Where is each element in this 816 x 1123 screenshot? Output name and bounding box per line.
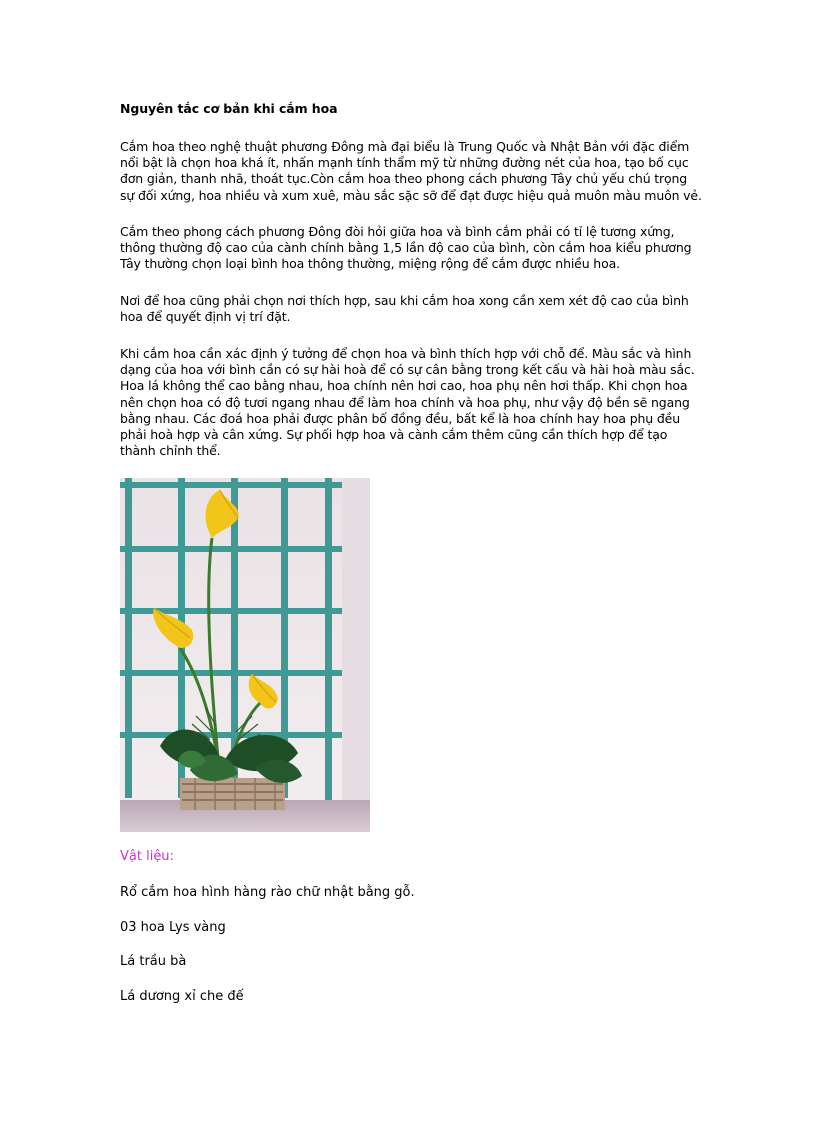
material-item: Rổ cắm hoa hình hàng rào chữ nhật bằng gỗ.: [120, 885, 415, 900]
document-title: Nguyên tắc cơ bản khi cắm hoa: [120, 101, 338, 116]
material-item: Lá trầu bà: [120, 954, 187, 969]
flower-arrangement-photo: [120, 478, 370, 832]
paragraph-arrangement-tips: Khi cắm hoa cần xác định ý tưởng để chọn hoa và bình thích hợp với chỗ để. Màu sắc và hình dạng của hoa với bình cần có sự hài hoà để có sự cân bằng trong kết cấu và hài hoà màu sắc. Hoa lá không thể cao bằng nhau, hoa chính nên hơi cao, hoa phụ nên hơi thấp. Khi chọn hoa nên chọn hoa có độ tươi ngang nhau để làm hoa chính và hoa phụ, như vậy độ bền sẽ ngang bằng nhau. Các đoá hoa phải được phân bố đồng đều, bất kể là hoa chính hay hoa phụ đều phải hoà hợp và cân xứng. Sự phối hợp hoa và cành cắm thêm cũng cần thích hợp để tạo thành chỉnh thể.: [120, 346, 695, 459]
paragraph-placement: Nơi để hoa cũng phải chọn nơi thích hợp, sau khi cắm hoa xong cần xem xét độ cao của bình hoa để quyết định vị trí đặt.: [120, 293, 689, 325]
paragraph-eastern-western-styles: Cắm hoa theo nghệ thuật phương Đông mà đại biểu là Trung Quốc và Nhật Bản với đặc điểm nổi bật là chọn hoa khá ít, nhấn mạnh tính thẩm mỹ từ những đường nét của hoa, tạo bố cục đơn giản, thanh nhã, thoát tục.Còn cắm hoa theo phong cách phương Tây chủ yếu chú trọng sự đối xứng, hoa nhiều và xum xuê, màu sắc sặc sỡ để đạt được hiệu quả muôn màu muôn vẻ.: [120, 139, 702, 203]
materials-heading: Vật liệu:: [120, 849, 174, 864]
wooden-basket: [180, 778, 285, 810]
material-item: Lá dương xỉ che đế: [120, 989, 244, 1004]
material-item: 03 hoa Lys vàng: [120, 920, 226, 935]
paragraph-vase-proportion: Cắm theo phong cách phương Đông đòi hỏi giữa hoa và bình cắm phải có tỉ lệ tương xứng, thông thường độ cao của cành chính bằng 1,5 lần độ cao của bình, còn cắm hoa kiểu phương Tây thường chọn loại bình hoa thông thường, miệng rộng để cắm được nhiều hoa.: [120, 224, 692, 272]
